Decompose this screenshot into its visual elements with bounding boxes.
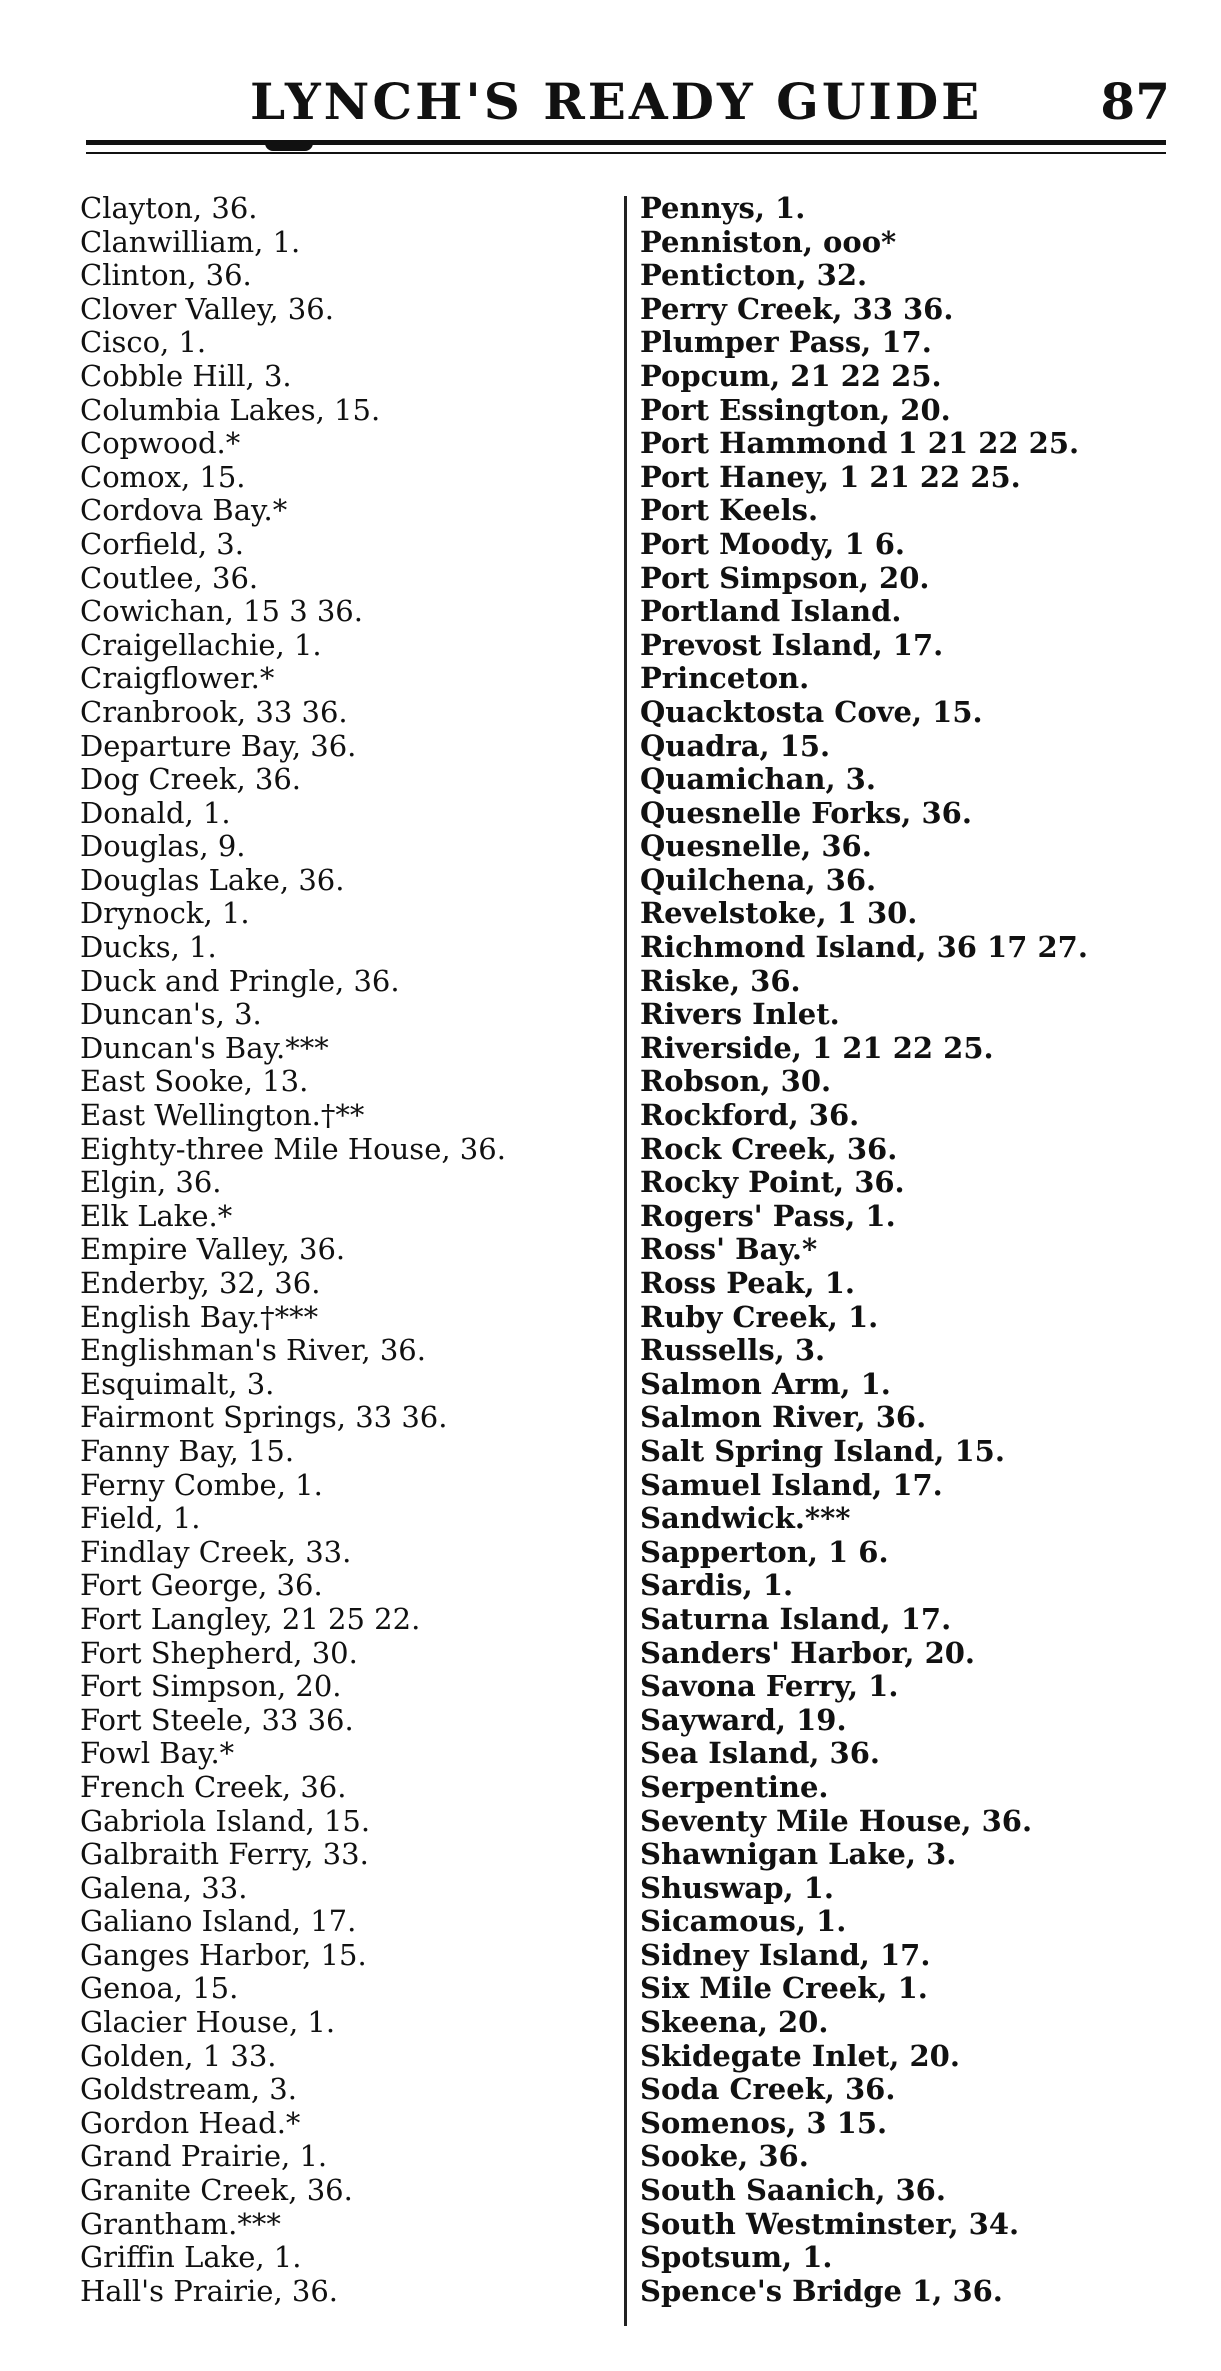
list-item: Douglas, 9.: [80, 829, 246, 864]
list-item: Columbia Lakes, 15.: [80, 392, 381, 427]
list-item: Port Keels.: [640, 493, 819, 528]
list-item: Serpentine.: [640, 1769, 829, 1804]
list-item: Clinton, 36.: [80, 258, 252, 293]
list-item: Plumper Pass, 17.: [640, 325, 932, 360]
list-item: Fort Langley, 21 25 22.: [80, 1601, 421, 1636]
list-item: Saturna Island, 17.: [640, 1601, 952, 1636]
list-item: Fanny Bay, 15.: [80, 1433, 295, 1468]
list-item: Duck and Pringle, 36.: [80, 963, 400, 998]
list-item: Fairmont Springs, 33 36.: [80, 1400, 448, 1435]
list-item: Salmon Arm, 1.: [640, 1366, 891, 1401]
list-item: Sardis, 1.: [640, 1568, 794, 1603]
list-item: Findlay Creek, 33.: [80, 1534, 352, 1569]
list-item: Quilchena, 36.: [640, 862, 877, 897]
list-item: Empire Valley, 36.: [80, 1232, 346, 1267]
list-item: Spotsum, 1.: [640, 2240, 833, 2275]
list-item: Sapperton, 1 6.: [640, 1534, 889, 1569]
list-item: Corfield, 3.: [80, 526, 244, 561]
header-rule-thick: [86, 140, 1166, 145]
list-item: Portland Island.: [640, 594, 902, 629]
list-item: Clayton, 36.: [80, 191, 258, 225]
list-item: South Westminster, 34.: [640, 2206, 1020, 2241]
right-column: [640, 192, 1180, 2308]
list-item: Robson, 30.: [640, 1064, 832, 1099]
list-item: Sidney Island, 17.: [640, 1937, 931, 1972]
list-item: Port Moody, 1 6.: [640, 526, 906, 561]
list-item: Fort Shepherd, 30.: [80, 1635, 358, 1670]
list-item: East Wellington.†**: [80, 1098, 365, 1133]
list-item: Fowl Bay.*: [80, 1736, 235, 1771]
list-item: Dog Creek, 36.: [80, 762, 301, 797]
list-item: Griffin Lake, 1.: [80, 2240, 302, 2275]
list-item: Port Hammond 1 21 22 25.: [640, 426, 1080, 461]
header-rule-thin: [86, 152, 1166, 154]
list-item: Field, 1.: [80, 1501, 201, 1536]
list-item: Clanwilliam, 1.: [80, 224, 301, 259]
list-item: Popcum, 21 22 25.: [640, 358, 942, 393]
page-title: LYNCH'S READY GUIDE: [250, 72, 983, 131]
list-item: Comox, 15.: [80, 459, 246, 494]
list-item: Richmond Island, 36 17 27.: [640, 930, 1088, 965]
list-item: Quesnelle Forks, 36.: [640, 795, 972, 830]
list-item: Ferny Combe, 1.: [80, 1467, 323, 1502]
list-item: Sayward, 19.: [640, 1702, 847, 1737]
column-divider: [624, 196, 627, 2326]
list-item: Seventy Mile House, 36.: [640, 1803, 1033, 1838]
list-item: French Creek, 36.: [80, 1769, 347, 1804]
list-item: Penniston, ooo*: [640, 224, 897, 259]
list-item: Departure Bay, 36.: [80, 728, 357, 763]
list-item: Elk Lake.*: [80, 1198, 233, 1233]
list-item: Rivers Inlet.: [640, 997, 840, 1032]
list-item: Cranbrook, 33 36.: [80, 694, 348, 729]
list-item: Rock Creek, 36.: [640, 1131, 898, 1166]
left-column: [80, 192, 620, 2308]
list-item: Riske, 36.: [640, 963, 801, 998]
list-item: Cordova Bay.*: [80, 493, 288, 528]
list-item: Revelstoke, 1 30.: [640, 896, 918, 931]
list-item: Port Essington, 20.: [640, 392, 951, 427]
list-item: Grand Prairie, 1.: [80, 2139, 328, 2174]
list-item: Port Simpson, 20.: [640, 560, 930, 595]
list-item: Copwood.*: [80, 426, 241, 461]
list-item: Samuel Island, 17.: [640, 1467, 943, 1502]
list-item: Craigellachie, 1.: [80, 627, 322, 662]
list-item: Golden, 1 33.: [80, 2038, 277, 2073]
list-item: Drynock, 1.: [80, 896, 250, 931]
list-item: Douglas Lake, 36.: [80, 862, 345, 897]
list-item: Duncan's Bay.***: [80, 1030, 329, 1065]
list-item: Salt Spring Island, 15.: [640, 1433, 1005, 1468]
list-item: Duncan's, 3.: [80, 997, 262, 1032]
list-item: Gordon Head.*: [80, 2105, 301, 2140]
list-item: Cisco, 1.: [80, 325, 207, 360]
list-item: Penticton, 32.: [640, 258, 868, 293]
list-item: Cowichan, 15 3 36.: [80, 594, 363, 629]
list-item: Skeena, 20.: [640, 2005, 829, 2040]
list-item: Galbraith Ferry, 33.: [80, 1837, 369, 1872]
list-item: South Saanich, 36.: [640, 2173, 946, 2208]
list-item: Rogers' Pass, 1.: [640, 1198, 896, 1233]
list-item: East Sooke, 13.: [80, 1064, 309, 1099]
list-item: Fort Simpson, 20.: [80, 1669, 342, 1704]
list-item: Hall's Prairie, 36.: [80, 2273, 338, 2308]
list-item: Somenos, 3 15.: [640, 2105, 888, 2140]
list-item: Prevost Island, 17.: [640, 627, 944, 662]
list-item: Russells, 3.: [640, 1333, 826, 1368]
list-item: Quamichan, 3.: [640, 762, 876, 797]
list-item: Genoa, 15.: [80, 1971, 239, 2006]
list-item: Ross Peak, 1.: [640, 1266, 856, 1300]
list-item: Elgin, 36.: [80, 1165, 222, 1200]
list-item: Shuswap, 1.: [640, 1870, 834, 1905]
list-item: Clover Valley, 36.: [80, 291, 334, 326]
list-item: Ross' Bay.*: [640, 1232, 818, 1267]
list-item: Rockford, 36.: [640, 1098, 860, 1133]
list-item: Salmon River, 36.: [640, 1400, 927, 1435]
list-item: Soda Creek, 36.: [640, 2072, 896, 2107]
list-item: Sanders' Harbor, 20.: [640, 1635, 976, 1670]
list-item: Princeton.: [640, 661, 810, 696]
list-item: Riverside, 1 21 22 25.: [640, 1030, 994, 1065]
list-item: Skidegate Inlet, 20.: [640, 2038, 960, 2073]
list-item: Fort George, 36.: [80, 1568, 323, 1603]
list-item: Ducks, 1.: [80, 930, 217, 965]
list-item: Englishman's River, 36.: [80, 1333, 426, 1368]
list-item: Craigflower.*: [80, 661, 275, 696]
page-header: [80, 72, 1180, 142]
list-item: Donald, 1.: [80, 795, 231, 830]
list-item: Eighty-three Mile House, 36.: [80, 1131, 506, 1166]
list-item: Granite Creek, 36.: [80, 2173, 353, 2208]
list-item: Ganges Harbor, 15.: [80, 1937, 367, 1972]
list-item: Savona Ferry, 1.: [640, 1669, 899, 1704]
list-item: Quacktosta Cove, 15.: [640, 694, 983, 729]
list-item: Fort Steele, 33 36.: [80, 1702, 354, 1737]
list-item: Grantham.***: [80, 2206, 281, 2241]
list-item: Galena, 33.: [80, 1870, 248, 1905]
list-item: Sooke, 36.: [640, 2139, 809, 2174]
list-item: Perry Creek, 33 36.: [640, 291, 954, 326]
list-item: Quadra, 15.: [640, 728, 831, 763]
list-item: English Bay.†***: [80, 1299, 319, 1334]
list-item: Cobble Hill, 3.: [80, 358, 292, 393]
list-item: Galiano Island, 17.: [80, 1904, 357, 1939]
list-item: Spence's Bridge 1, 36.: [640, 2273, 1003, 2308]
list-item: Rocky Point, 36.: [640, 1165, 905, 1200]
list-item: Goldstream, 3.: [80, 2072, 297, 2107]
list-item: Shawnigan Lake, 3.: [640, 1837, 957, 1872]
list-item: Sandwick.***: [640, 1501, 851, 1536]
list-item: Enderby, 32, 36.: [80, 1266, 321, 1300]
list-item: Sea Island, 36.: [640, 1736, 880, 1771]
list-item: Port Haney, 1 21 22 25.: [640, 459, 1021, 494]
list-item: Esquimalt, 3.: [80, 1366, 275, 1401]
list-item: Six Mile Creek, 1.: [640, 1971, 928, 2006]
list-item: Gabriola Island, 15.: [80, 1803, 371, 1838]
list-item: Sicamous, 1.: [640, 1904, 847, 1939]
page-number: 87: [1100, 72, 1170, 131]
list-item: Pennys, 1.: [640, 191, 806, 225]
header-rule-ornament: [265, 143, 313, 151]
list-item: Ruby Creek, 1.: [640, 1299, 879, 1334]
list-item: Coutlee, 36.: [80, 560, 259, 595]
list-item: Quesnelle, 36.: [640, 829, 872, 864]
list-item: Glacier House, 1.: [80, 2005, 336, 2040]
